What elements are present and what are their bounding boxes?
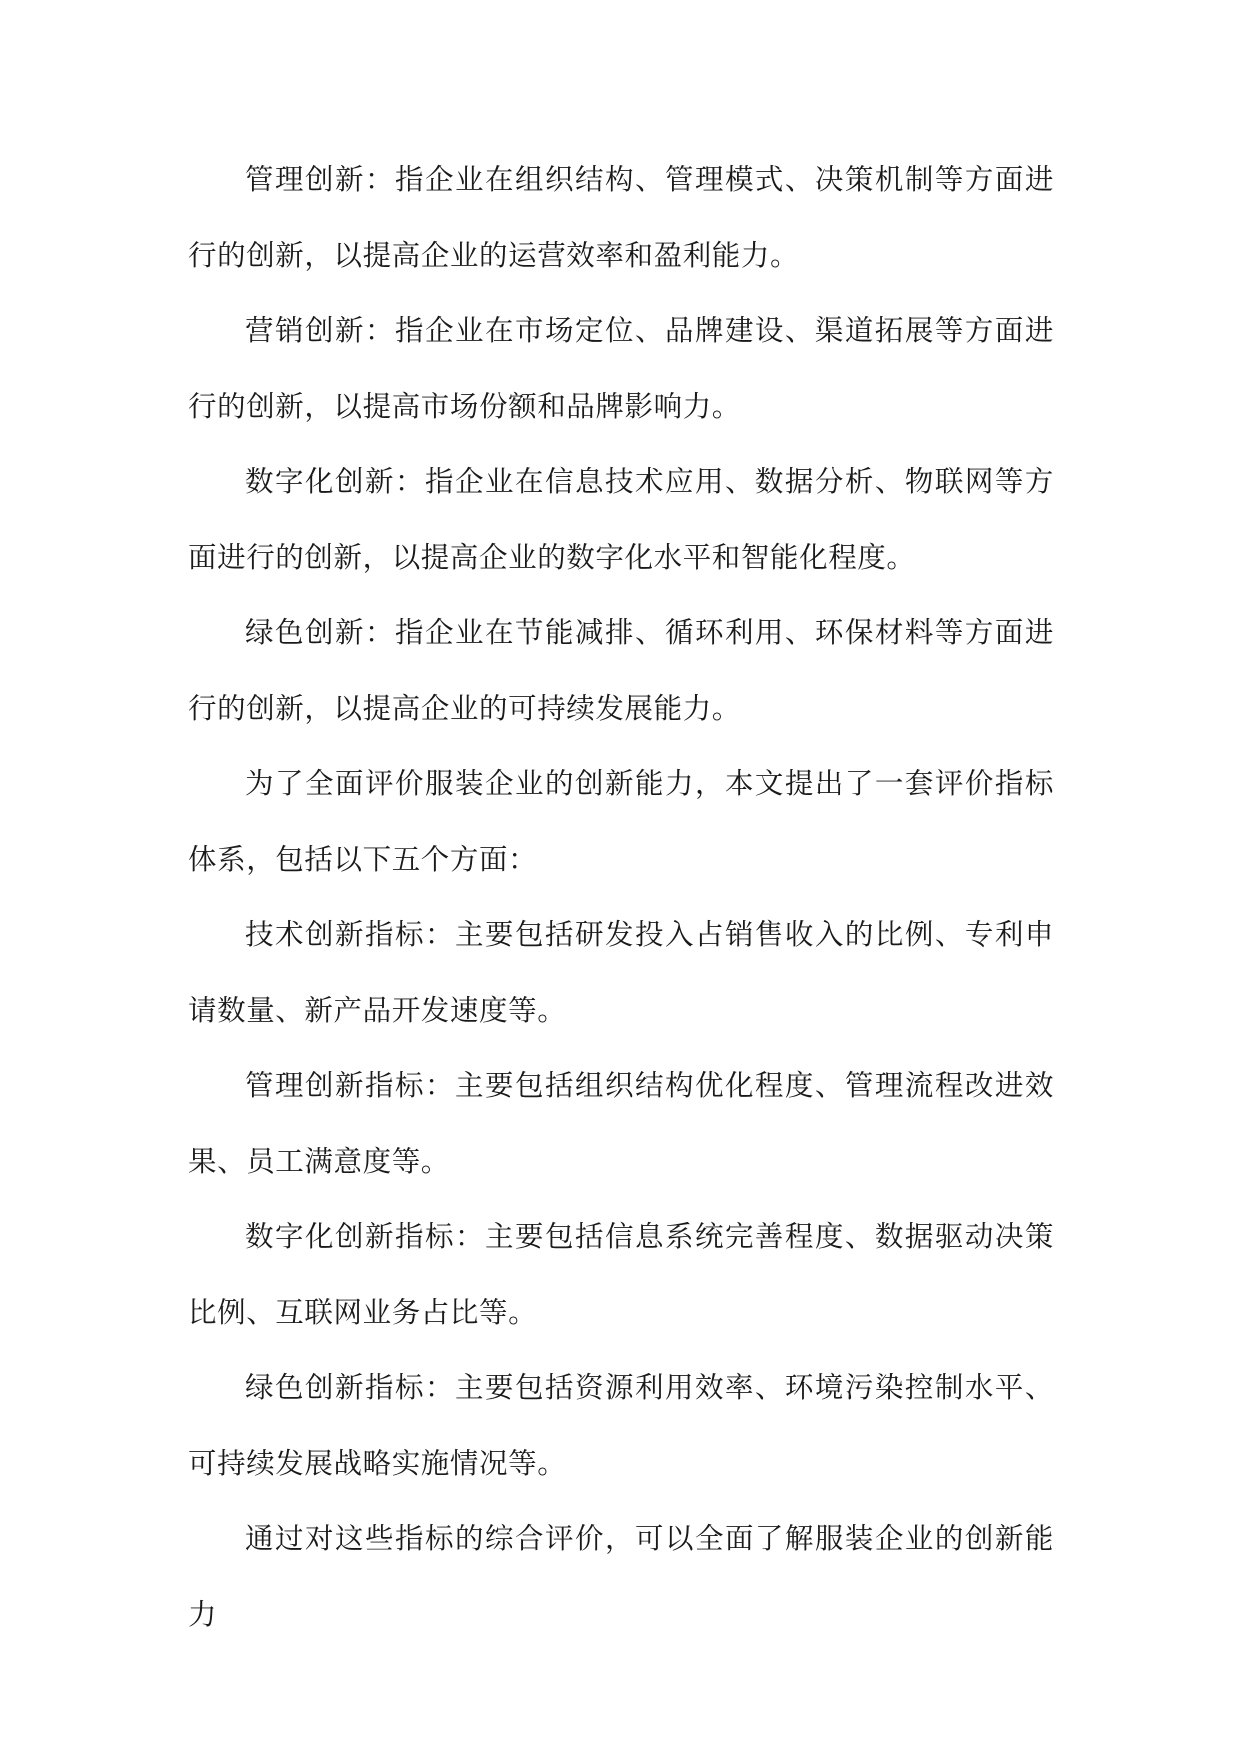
paragraph-management-innovation: 管理创新：指企业在组织结构、管理模式、决策机制等方面进行的创新，以提高企业的运营效率和盈利能力。 [188, 163, 1054, 272]
document-body [188, 142, 1054, 1652]
paragraph-green-indicator: 绿色创新指标：主要包括资源利用效率、环境污染控制水平、可持续发展战略实施情况等。 [188, 1371, 1054, 1480]
paragraph-digital-innovation: 数字化创新：指企业在信息技术应用、数据分析、物联网等方面进行的创新，以提高企业的数字化水平和智能化程度。 [188, 465, 1054, 574]
paragraph-evaluation-intro: 为了全面评价服装企业的创新能力，本文提出了一套评价指标体系，包括以下五个方面： [188, 767, 1054, 876]
paragraph-digital-indicator: 数字化创新指标：主要包括信息系统完善程度、数据驱动决策比例、互联网业务占比等。 [188, 1220, 1054, 1329]
paragraph-conclusion: 通过对这些指标的综合评价，可以全面了解服装企业的创新能力 [188, 1522, 1054, 1631]
paragraph-management-indicator: 管理创新指标：主要包括组织结构优化程度、管理流程改进效果、员工满意度等。 [188, 1069, 1054, 1178]
paragraph-green-innovation: 绿色创新：指企业在节能减排、循环利用、环保材料等方面进行的创新，以提高企业的可持续发展能力。 [188, 616, 1054, 725]
paragraph-marketing-innovation: 营销创新：指企业在市场定位、品牌建设、渠道拓展等方面进行的创新，以提高市场份额和品牌影响力。 [188, 314, 1054, 423]
paragraph-tech-indicator: 技术创新指标：主要包括研发投入占销售收入的比例、专利申请数量、新产品开发速度等。 [188, 918, 1054, 1027]
